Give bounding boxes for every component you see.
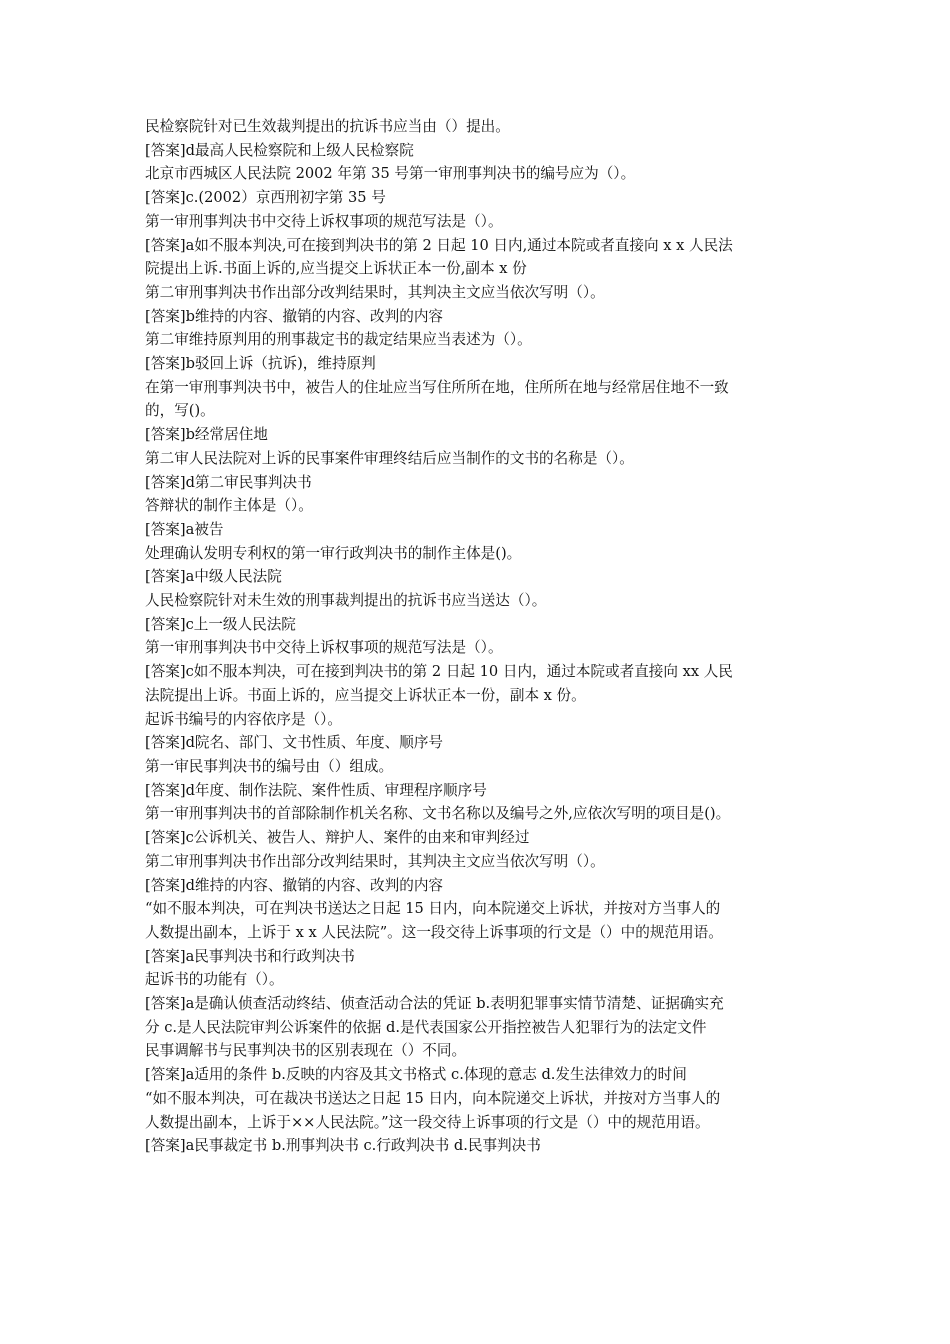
question-line: 民检察院针对已生效裁判提出的抗诉书应当由（）提出。 — [145, 118, 510, 135]
answer-line: [答案]d第二审民事判决书 — [145, 473, 312, 491]
answer-line: [答案]a如不服本判决,可在接到判决书的第 2 日起 10 日内,通过本院或者直接向 x x 人民法 — [145, 236, 733, 254]
answer-line: [答案]b驳回上诉（抗诉)，维持原判 — [145, 355, 376, 373]
answer-line: [答案]c上一级人民法院 — [145, 615, 296, 633]
answer-line: [答案]a是确认侦查活动终结、侦查活动合法的凭证 b.表明犯罪事实情节清楚、证据确实充 — [145, 995, 724, 1013]
question-line: 第二审刑事判决书作出部分改判结果时，其判决主文应当依次写明（）。 — [145, 283, 605, 301]
answer-line: [答案]d年度、制作法院、案件性质、审理程序顺序号 — [145, 781, 487, 799]
question-line: 民事调解书与民事判决书的区别表现在（）不同。 — [145, 1042, 467, 1060]
answer-line: [答案]b维持的内容、撤销的内容、改判的内容 — [145, 307, 444, 325]
question-line: 起诉书编号的内容依序是（）。 — [145, 710, 343, 728]
question-line: “如不服本判决，可在判决书送达之日起 15 日内，向本院递交上诉状，并按对方当事人的 — [145, 900, 721, 918]
answer-line: [答案]b经常居住地 — [145, 426, 268, 444]
answer-line: 院提出上诉.书面上诉的,应当提交上诉状正本一份,副本 x 份 — [145, 260, 527, 278]
answer-line: [答案]c如不服本判决，可在接到判决书的第 2 日起 10 日内，通过本院或者直接向 xx 人民 — [145, 663, 733, 681]
answer-line: [答案]a适用的条件 b.反映的内容及其文书格式 c.体现的意志 d.发生法律效力的时间 — [145, 1066, 687, 1084]
question-line: 第一审民事判决书的编号由（）组成。 — [145, 757, 394, 775]
answer-line: [答案]a民事判决书和行政判决书 — [145, 947, 355, 965]
question-line: 答辩状的制作主体是（）。 — [145, 497, 313, 515]
answer-line: [答案]c公诉机关、被告人、辩护人、案件的由来和审判经过 — [145, 829, 530, 847]
answer-line: 分 c.是人民法院审判公诉案件的依据 d.是代表国家公开指控被告人犯罪行为的法定文件 — [145, 1018, 707, 1036]
answer-line: 法院提出上诉。书面上诉的，应当提交上诉状正本一份，副本 x 份。 — [145, 686, 586, 704]
question-line: 在第一审刑事判决书中，被告人的住址应当写住所所在地，住所所在地与经常居住地不一致 — [145, 378, 729, 396]
question-line: 人数提出副本，上诉于××人民法院。”这一段交待上诉事项的行文是（）中的规范用语。 — [145, 1113, 710, 1131]
question-line: 第一审刑事判决书的首部除制作机关名称、文书名称以及编号之外,应依次写明的项目是()。 — [145, 805, 731, 823]
question-line: 人数提出副本，上诉于 x x 人民法院”。这一段交待上诉事项的行文是（）中的规范用语。 — [145, 923, 723, 941]
answer-line: [答案]c.(2002）京西刑初字第 35 号 — [145, 189, 386, 207]
question-line: 起诉书的功能有（）。 — [145, 971, 284, 989]
question-line: 第二审刑事判决书作出部分改判结果时，其判决主文应当依次写明（）。 — [145, 852, 605, 870]
question-line: 北京市西城区人民法院 2002 年第 35 号第一审刑事判决书的编号应为（）。 — [145, 165, 636, 183]
answer-line: [答案]d院名、部门、文书性质、年度、顺序号 — [145, 734, 444, 752]
answer-line: [答案]a民事裁定书 b.刑事判决书 c.行政判决书 d.民事判决书 — [145, 1137, 541, 1155]
question-line: 的，写()。 — [145, 402, 215, 420]
answer-line: [答案]d最高人民检察院和上级人民检察院 — [145, 141, 414, 159]
question-line: “如不服本判决，可在裁决书送达之日起 15 日内，向本院递交上诉状，并按对方当事人的 — [145, 1089, 721, 1107]
question-line: 人民检察院针对未生效的刑事裁判提出的抗诉书应当送达（）。 — [145, 592, 547, 610]
answer-line: [答案]a中级人民法院 — [145, 568, 282, 586]
answer-line: [答案]a被告 — [145, 520, 224, 538]
question-line: 第二审维持原判用的刑事裁定书的裁定结果应当表述为（）。 — [145, 331, 532, 349]
question-line: 第二审人民法院对上诉的民事案件审理终结后应当制作的文书的名称是（）。 — [145, 449, 634, 467]
question-line: 第一审刑事判决书中交待上诉权事项的规范写法是（）。 — [145, 639, 503, 657]
question-line: 第一审刑事判决书中交待上诉权事项的规范写法是（）。 — [145, 212, 503, 230]
answer-line: [答案]d维持的内容、撤销的内容、改判的内容 — [145, 876, 444, 894]
question-line: 处理确认发明专利权的第一审行政判决书的制作主体是()。 — [145, 544, 522, 562]
document-body — [145, 115, 810, 1158]
